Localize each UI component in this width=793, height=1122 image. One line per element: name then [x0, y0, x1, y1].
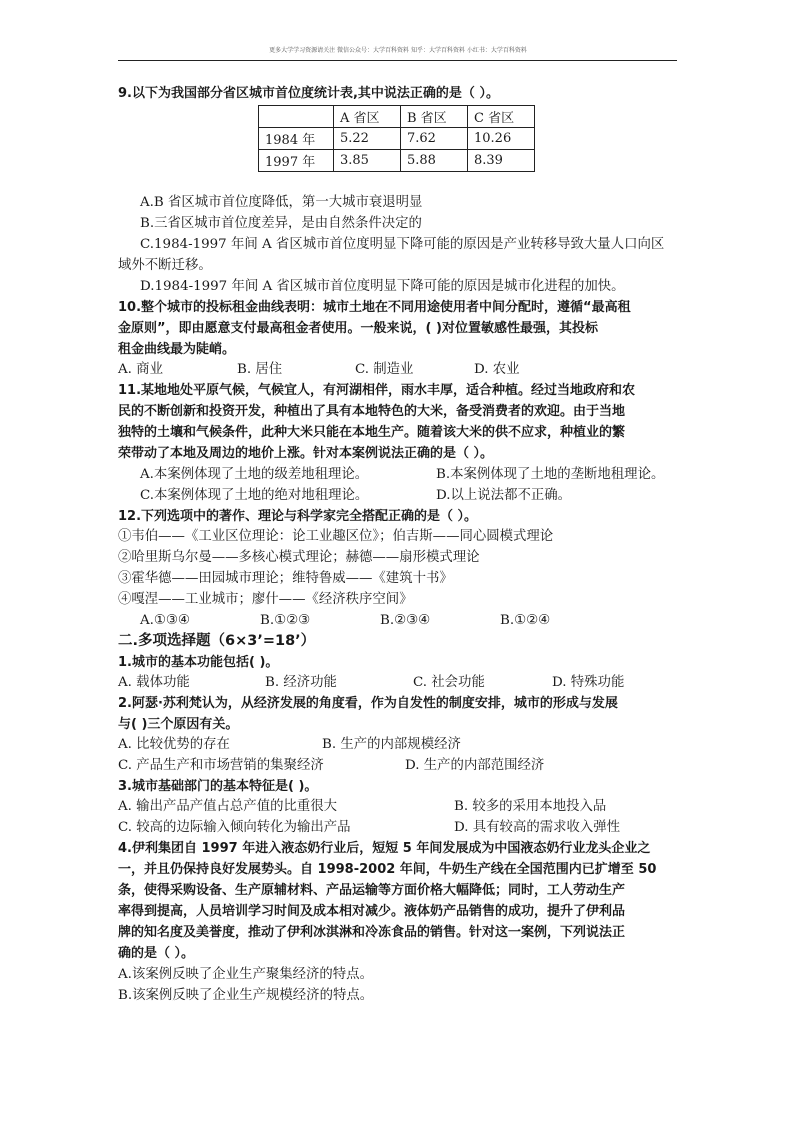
- q12-option-d: B.①②④: [500, 613, 551, 628]
- q9-option-c: C.1984-1997 年间 A 省区城市首位度明显下降可能的原因是产业转移导致大量人口向区: [140, 237, 665, 252]
- q9-table: [258, 105, 535, 172]
- table-cell: 5.22: [334, 128, 401, 150]
- q10-option-b: B. 居住: [237, 362, 283, 377]
- m1-option-d: D. 特殊功能: [552, 675, 625, 690]
- q12-item-1: ①韦伯——《工业区位理论：论工业趣区位》；伯吉斯——同心圆模式理论: [118, 529, 554, 544]
- table-row: [259, 128, 535, 150]
- table-row: [259, 150, 535, 172]
- m1-option-a: A. 载体功能: [118, 675, 190, 690]
- q9-option-b: B.三省区城市首位度差异，是由自然条件决定的: [140, 216, 422, 231]
- m3-stem: 3.城市基础部门的基本特征是( )。: [118, 779, 318, 794]
- m3-option-b: B. 较多的采用本地投入品: [454, 799, 607, 814]
- q12-option-b: B.①②③: [260, 613, 311, 628]
- q10-stem-line: 租金曲线最为陡峭。: [118, 342, 236, 357]
- m3-option-d: D. 具有较高的需求收入弹性: [454, 820, 621, 835]
- q11-stem-line: 独特的土壤和气候条件，此种大米只能在本地生产。随着该大米的供不应求，种植业的繁: [118, 425, 626, 440]
- m3-option-a: A. 输出产品产值占总产值的比重很大: [118, 799, 338, 814]
- m2-option-a: A. 比较优势的存在: [118, 737, 230, 752]
- q10-option-c: C. 制造业: [355, 362, 414, 377]
- q12-item-3: ③霍华德——田园城市理论；维特鲁威——《建筑十书》: [118, 571, 453, 586]
- header-divider: [118, 60, 677, 61]
- q11-option-c: C.本案例体现了土地的绝对地租理论。: [140, 488, 369, 503]
- q12-stem: 12.下列选项中的著作、理论与科学家完全搭配正确的是（ ）。: [118, 509, 478, 524]
- q9-option-c-cont: 域外不断迁移。: [118, 258, 212, 273]
- table-cell: 7.62: [401, 128, 468, 150]
- table-cell: C 省区: [468, 106, 535, 128]
- m1-option-b: B. 经济功能: [265, 675, 337, 690]
- m2-option-d: D. 生产的内部范围经济: [405, 758, 545, 773]
- q11-option-a: A.本案例体现了土地的级差地租理论。: [140, 467, 369, 482]
- m4-stem-line: 一，并且仍保持良好发展势头。自 1998-2002 年间，牛奶生产线在全国范围内已扩增至 50: [118, 862, 657, 877]
- m3-option-c: C. 较高的边际输入倾向转化为输出产品: [118, 820, 351, 835]
- q10-option-d: D. 农业: [474, 362, 520, 377]
- m4-option-a: A.该案例反映了企业生产聚集经济的特点。: [118, 967, 373, 982]
- q12-option-a: A.①③④: [140, 613, 190, 628]
- q10-option-a: A. 商业: [118, 362, 163, 377]
- q12-option-c: B.②③④: [380, 613, 431, 628]
- m4-stem-line: 牌的知名度及美誉度，推动了伊利冰淇淋和冷冻食品的销售。针对这一案例，下列说法正: [118, 925, 626, 940]
- table-cell: 5.88: [401, 150, 468, 172]
- table-cell: A 省区: [334, 106, 401, 128]
- q12-item-4: ④嘎涅——工业城市；廖什——《经济秩序空间》: [118, 592, 413, 607]
- section-title: 二.多项选择题（6×3’=18’）: [118, 633, 316, 649]
- q9-option-a: A.B 省区城市首位度降低，第一大城市衰退明显: [140, 195, 423, 210]
- q11-stem-line: 民的不断创新和投资开发，种植出了具有本地特色的大米，备受消费者的欢迎。由于当地: [118, 404, 626, 419]
- m4-stem-line: 4.伊利集团自 1997 年进入液态奶行业后，短短 5 年间发展成为中国液态奶行业龙头企业之: [118, 841, 651, 856]
- table-cell: 1997 年: [259, 150, 334, 172]
- m2-option-b: B. 生产的内部规模经济: [322, 737, 461, 752]
- q9-stem: 9.以下为我国部分省区城市首位度统计表,其中说法正确的是（ ）。: [118, 86, 499, 101]
- q10-stem-line: 金原则”，即由愿意支付最高租金者使用。一般来说，( )对位置敏感性最强，其投标: [118, 321, 598, 336]
- table-row: [259, 106, 535, 128]
- m2-stem-line: 与( )三个原因有关。: [118, 717, 239, 732]
- q11-option-d: D.以上说法都不正确。: [436, 488, 572, 503]
- q11-option-b: B.本案例体现了土地的垄断地租理论。: [436, 467, 665, 482]
- m1-option-c: C. 社会功能: [413, 675, 485, 690]
- table-cell: 3.85: [334, 150, 401, 172]
- q12-item-2: ②哈里斯乌尔曼——多核心模式理论；赫德——扇形模式理论: [118, 550, 480, 565]
- m1-stem: 1.城市的基本功能包括( )。: [118, 655, 279, 670]
- table-cell: 10.26: [468, 128, 535, 150]
- m4-stem-line: 确的是（ ）。: [118, 946, 195, 961]
- m2-option-c: C. 产品生产和市场营销的集聚经济: [118, 758, 324, 773]
- table-cell: [259, 106, 334, 128]
- table-cell: B 省区: [401, 106, 468, 128]
- q9-option-d: D.1984-1997 年间 A 省区城市首位度明显下降可能的原因是城市化进程的加快。: [140, 279, 625, 294]
- m4-stem-line: 率得到提高，人员培训学习时间及成本相对减少。液体奶产品销售的成功，提升了伊利品: [118, 904, 626, 919]
- m2-stem-line: 2.阿瑟·苏利梵认为，从经济发展的角度看，作为自发性的制度安排，城市的形成与发展: [118, 696, 618, 711]
- table-cell: 1984 年: [259, 128, 334, 150]
- page-header: 更多大学学习资源请关注 微信公众号：大学百科资料 知乎：大学百科资料 小红书：大学百科资料: [269, 47, 527, 54]
- m4-option-b: B.该案例反映了企业生产规模经济的特点。: [118, 988, 374, 1003]
- table-cell: 8.39: [468, 150, 535, 172]
- q11-stem-line: 11.某地地处平原气候，气候宜人，有河湖相伴，雨水丰厚，适合种植。经过当地政府和农: [118, 383, 636, 398]
- q11-stem-line: 荣带动了本地及周边的地价上涨。针对本案例说法正确的是（ ）。: [118, 446, 494, 461]
- q10-stem-line: 10.整个城市的投标租金曲线表明：城市土地在不同用途使用者中间分配时，遵循“最高租: [118, 300, 631, 315]
- m4-stem-line: 条，使得采购设备、生产原辅材料、产品运输等方面价格大幅降低；同时，工人劳动生产: [118, 883, 626, 898]
